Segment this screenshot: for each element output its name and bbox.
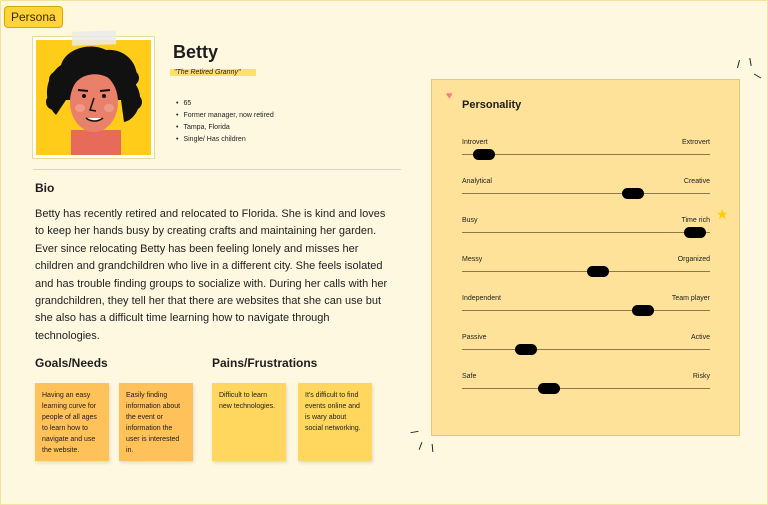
trait-slider-busy[interactable] bbox=[462, 217, 710, 241]
trait-right-label: Team player bbox=[671, 295, 710, 302]
slider-track bbox=[462, 310, 710, 311]
slider-track bbox=[462, 193, 710, 194]
avatar-illustration bbox=[36, 40, 151, 155]
slider-handle[interactable] bbox=[538, 383, 560, 394]
trait-left-label: Passive bbox=[462, 334, 487, 341]
slider-track bbox=[462, 271, 710, 272]
slider-handle[interactable] bbox=[684, 227, 706, 238]
star-icon: ★ bbox=[716, 206, 729, 222]
trait-left-label: Independent bbox=[462, 295, 501, 302]
bio-heading: Bio bbox=[35, 181, 55, 195]
persona-facts bbox=[176, 98, 274, 146]
trait-right-label: Time rich bbox=[681, 217, 710, 224]
slider-handle[interactable] bbox=[587, 266, 609, 277]
slider-handle[interactable] bbox=[515, 344, 537, 355]
slider-handle[interactable] bbox=[473, 149, 495, 160]
trait-slider-independent[interactable] bbox=[462, 295, 710, 319]
trait-right-label: Organized bbox=[677, 256, 710, 263]
slider-track bbox=[462, 154, 710, 155]
fact-occupation: • Former manager, now retired bbox=[176, 110, 274, 122]
trait-slider-introvert[interactable] bbox=[462, 139, 710, 163]
persona-nickname: "The Retired Granny" bbox=[170, 69, 256, 76]
slider-track bbox=[462, 388, 710, 389]
trait-slider-analytical[interactable] bbox=[462, 178, 710, 202]
slider-track bbox=[462, 349, 710, 350]
trait-slider-messy[interactable] bbox=[462, 256, 710, 280]
fact-location: • Tampa, Florida bbox=[176, 122, 274, 134]
tape-decoration bbox=[72, 30, 116, 46]
trait-left-label: Busy bbox=[462, 217, 478, 224]
slider-handle[interactable] bbox=[622, 188, 644, 199]
trait-left-label: Messy bbox=[462, 256, 483, 263]
trait-slider-passive[interactable] bbox=[462, 334, 710, 358]
trait-left-label: Introvert bbox=[462, 139, 488, 146]
slider-handle[interactable] bbox=[632, 305, 654, 316]
trait-right-label: Creative bbox=[683, 178, 710, 185]
divider bbox=[33, 169, 401, 170]
trait-left-label: Safe bbox=[462, 373, 477, 380]
slider-track bbox=[462, 232, 710, 233]
persona-name: Betty bbox=[173, 42, 219, 62]
pain-note: Difficult to learn new technologies. bbox=[212, 383, 286, 461]
goal-note: Easily finding information about the event or information the user is interested in. bbox=[119, 383, 193, 461]
goals-heading: Goals/Needs bbox=[35, 356, 108, 370]
avatar bbox=[33, 37, 154, 158]
goal-note: Having an easy learning curve for people of all ages to learn how to navigate and use the website. bbox=[35, 383, 109, 461]
personality-heading: Personality bbox=[462, 99, 522, 111]
bio-text: Betty has recently retired and relocated to Florida. She is kind and loves to keep her hands busy by creating crafts and maintaining her garden. Ever since relocating Betty has been feeling lonely and misses her children and grandchildren who live in a different city. She feels isolated and has trouble finding groups to socialize with. During her calls with her grandchildren, they tell her that there are websites that she can use but she also has a difficult time learning how to navigate through technologies. bbox=[35, 208, 388, 342]
trait-right-label: Active bbox=[690, 334, 710, 341]
fact-age: • 65 bbox=[176, 98, 274, 110]
heart-icon: ♥ bbox=[446, 90, 453, 102]
trait-right-label: Risky bbox=[692, 373, 710, 380]
pains-heading: Pains/Frustrations bbox=[212, 356, 318, 370]
pain-note: It's difficult to find events online and is wary about social networking. bbox=[298, 383, 372, 461]
persona-tag: Persona bbox=[4, 6, 63, 28]
fact-family: • Single/ Has children bbox=[176, 134, 274, 146]
trait-left-label: Analytical bbox=[462, 178, 492, 185]
trait-slider-safe[interactable] bbox=[462, 373, 710, 397]
trait-right-label: Extrovert bbox=[681, 139, 710, 146]
